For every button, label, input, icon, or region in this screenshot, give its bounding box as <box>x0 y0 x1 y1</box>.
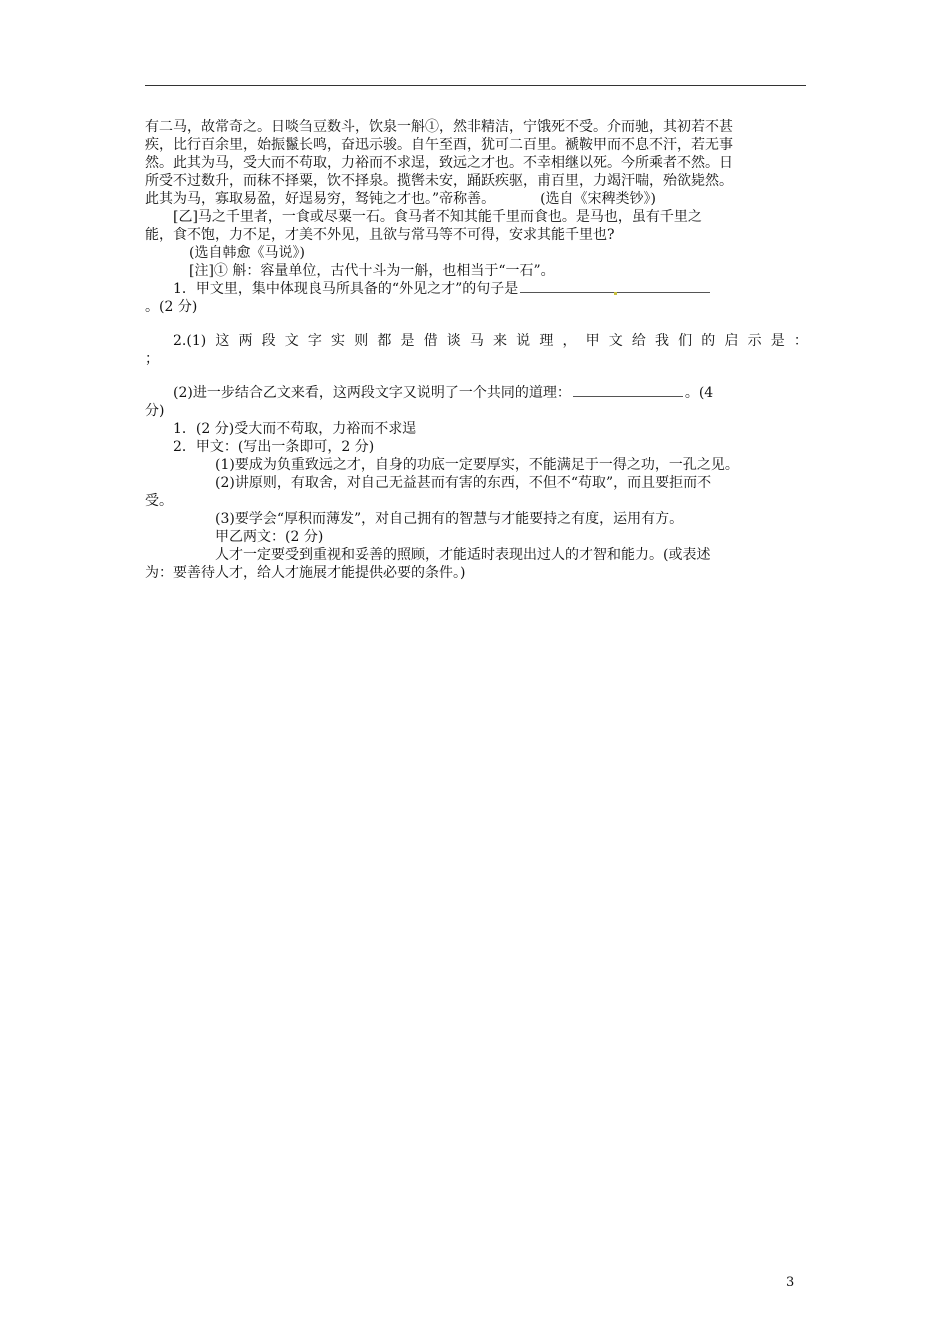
answer-2-item-cont: 受。 <box>145 493 173 509</box>
passage-jia-line: 所受不过数升，而秣不择粟，饮不择泉。揽辔未安，踊跃疾驱，甫百里，力竭汗喘，殆欲毙然。 <box>145 173 733 189</box>
question-2-1 <box>145 332 808 350</box>
question-2-1-char: 马 <box>469 333 484 349</box>
question-2-1-char: 谈 <box>446 333 461 349</box>
question-2-1-char: 的 <box>701 333 716 349</box>
question-2-2: (2)进一步结合乙文来看，这两段文字又说明了一个共同的道理： 。(4 <box>173 385 714 401</box>
question-2-1-char: 启 <box>724 333 739 349</box>
question-2-1-char: 们 <box>678 333 693 349</box>
answer-jia-yi-heading: 甲乙两文：(2 分) <box>215 529 324 545</box>
question-2-1-char: 则 <box>354 333 369 349</box>
annotation-note: [注]① 斛：容量单位，古代十斗为一斛，也相当于“一石”。 <box>189 263 555 279</box>
question-2-2-cont: 分) <box>145 403 165 419</box>
question-2-1-char: 文 <box>608 333 623 349</box>
passage-jia-line: 然。此其为马，受大而不苟取，力裕而不求逞，致远之才也。不幸相继以死。今所乘者不然。日 <box>145 155 733 171</box>
answer-jia-yi-line: 人才一定要受到重视和妥善的照顾，才能适时表现出过人的才智和能力。(或表述 <box>215 547 711 563</box>
answer-blank[interactable] <box>573 384 683 397</box>
mark-dot <box>614 292 617 295</box>
question-2-1-char: 是 <box>770 333 785 349</box>
passage-jia-line: 此其为马，寡取易盈，好逞易穷，驽钝之才也。”帝称善。 (选自《宋稗类钞》) <box>145 191 656 207</box>
question-2-1-char: 甲 <box>585 333 600 349</box>
question-1-cont: 。(2 分) <box>145 299 198 315</box>
question-2-1-char: 来 <box>493 333 508 349</box>
passage-yi-line: [乙]马之千里者，一食或尽粟一石。食马者不知其能千里而食也。是马也，虽有千里之 <box>173 209 702 225</box>
question-2-1-char: 说 <box>516 333 531 349</box>
question-2-1-char: ， <box>562 333 577 349</box>
question-1: 1．甲文里，集中体现良马所具备的“外见之才”的句子是 <box>145 280 808 298</box>
header-rule <box>145 85 806 86</box>
question-2-1-char: 给 <box>631 333 646 349</box>
answer-1: 1．(2 分)受大而不苟取，力裕而不求逞 <box>173 421 417 437</box>
passage-jia-line: 疾，比行百余里，始振鬣长鸣，奋迅示骏。自午至酉，犹可二百里。褫鞍甲而不息不汗，若无事 <box>145 137 733 153</box>
question-2-1-cont: ； <box>145 351 159 367</box>
question-2-1-char: 是 <box>400 333 415 349</box>
question-2-1-char: 我 <box>655 333 670 349</box>
question-2-1-char: 示 <box>747 333 762 349</box>
passage-jia-source: (选自《宋稗类钞》) <box>540 191 656 207</box>
question-2-1-char: 都 <box>377 333 392 349</box>
question-2-1-char: 两 <box>238 333 253 349</box>
question-2-1-char: 段 <box>261 333 276 349</box>
passage-yi-source: (选自韩愈《马说》) <box>189 245 305 261</box>
question-2-1-char: 这 <box>215 333 230 349</box>
question-2-1-char: 理 <box>539 333 554 349</box>
answer-jia-yi-line: 为：要善待人才，给人才施展才能提供必要的条件。) <box>145 565 466 581</box>
question-2-1-char: 文 <box>284 333 299 349</box>
answer-blank[interactable] <box>520 280 710 293</box>
question-2-1-char: 字 <box>307 333 322 349</box>
question-2-1-char: 实 <box>331 333 346 349</box>
document-body <box>145 118 808 582</box>
answer-2-item: (1)要成为负重致远之才，自身的功底一定要厚实，不能满足于一得之功，一孔之见。 <box>215 457 739 473</box>
answer-2-heading: 2．甲文：(写出一条即可，2 分) <box>173 439 375 455</box>
question-2-1-char: ： <box>793 333 808 349</box>
page-number: 3 <box>786 1275 795 1290</box>
passage-jia-line: 有二马，故常奇之。日啖刍豆数斗，饮泉一斛①，然非精洁，宁饿死不受。介而驰，其初若不甚 <box>145 119 733 135</box>
passage-yi-line: 能，食不饱，力不足，才美不外见，且欲与常马等不可得，安求其能千里也? <box>145 227 615 243</box>
answer-2-item: (3)要学会“厚积而薄发”，对自己拥有的智慧与才能要持之有度，运用有方。 <box>215 511 684 527</box>
question-2-1-char: 借 <box>423 333 438 349</box>
question-2-1-char: 2.(1) <box>173 333 207 349</box>
answer-2-item: (2)讲原则，有取舍，对自己无益甚而有害的东西，不但不“苟取”，而且要拒而不 <box>215 475 712 491</box>
